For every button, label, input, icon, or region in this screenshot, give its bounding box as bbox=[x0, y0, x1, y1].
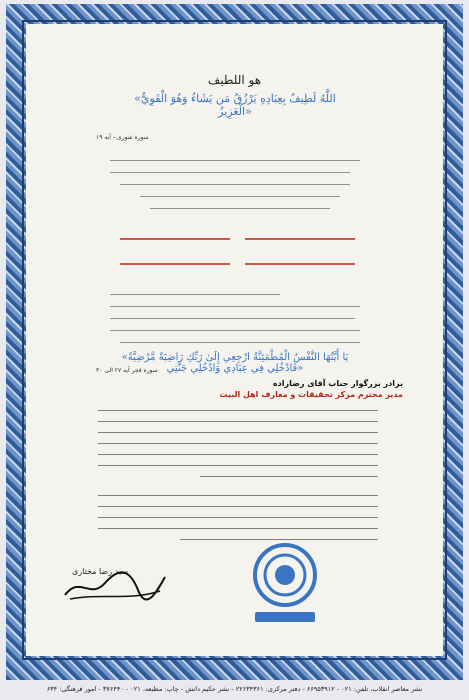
verse-middle: «يَا أَيَّتُهَا النَّفْسُ الْمُطْمَئِنَّةُ ارْجِعِي إِلَىٰ رَبِّكِ رَاضِيَةً مَّرْضِيَّةً فَادْخُلِي فِي عِبَادِي وَادْخُلِي جَنَّتِي» bbox=[121, 352, 349, 374]
printer-footer: نشر معاصر انقلاب، تلفن: ۰۲۱ - ۶۶۹۵۳۹۱۲ - دفتر مرکزی: ۲۲۶۳۴۳۶۱ - نشر حکیم دانش - چاپ: مطبعه، ۰۲۱ - ۳۷۶۴۴۰ - امور فرهنگی: ۶۳۴ bbox=[46, 685, 423, 693]
verse-top: «اللَّهُ لَطِيفٌ بِعِبَادِهِ يَرْزُقُ مَن يَشَاءُ وَهُوَ الْقَوِيُّ الْعَزِيزُ» bbox=[134, 92, 336, 118]
signature bbox=[60, 565, 170, 605]
addressee-title: مدیر محترم مرکز تحقیقات و معارف اهل البیت bbox=[219, 390, 403, 399]
addressee-name: برادر بزرگوار جناب آقای رضازاده bbox=[272, 379, 403, 388]
verse-middle-reference: سوره فجر آیه ۲۷ الی ۳۰ bbox=[96, 367, 158, 374]
bismillah-heading: هو اللطیف bbox=[207, 73, 262, 87]
verse-top-reference: سوره شوری - آیه ۱۹ bbox=[96, 134, 149, 141]
institution-seal bbox=[245, 540, 325, 630]
signatory-name: سید رضا مختاری bbox=[72, 567, 128, 576]
